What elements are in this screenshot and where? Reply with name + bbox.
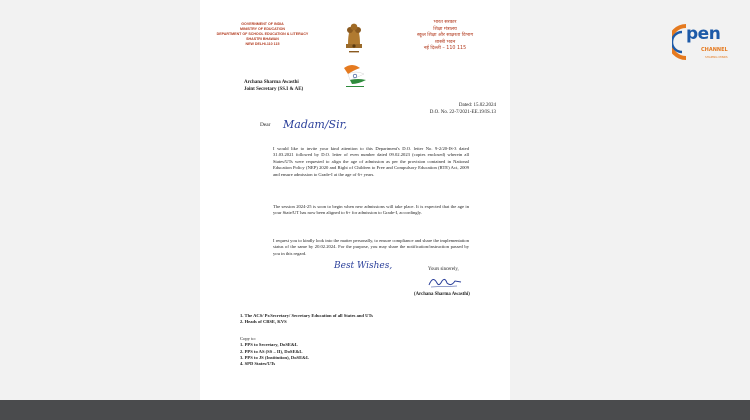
- signatory-name: (Archana Sharma Awasthi): [414, 292, 470, 297]
- paragraph-text: The session 2024-25 is soon to begin when new admissions will take place. It is expected that the age in your State/UT has now been aligned to 6+ for admission to Grade-I, accordingly.: [273, 204, 469, 216]
- yours-sincerely: Yours sincerely,: [428, 267, 459, 272]
- signature-image: [425, 273, 465, 291]
- header-line: GOVERNMENT OF INDIA: [241, 22, 284, 26]
- brand-subword: CHANNEL: [701, 47, 728, 53]
- copy-to-item: 3. PPS to JS (Institution), DoSE&L: [240, 354, 310, 360]
- paragraph-text: I would like to invite your kind attention to this Department's D.O. letter No. 9-2/20-IS-3 dated 31.03.2021 followed by D.O. letter of even number dated 09.02.2023 (copies enclosed) wherein all States/UTs were requested to align the age of admission as per the provision contained in National Education Policy (NEP) 2020 and Right of Children to Free and Compulsory Education (RTE) Act, 2009 and ensure admission to Grade-I at the age of 6+ years.: [273, 146, 469, 177]
- copy-to-item: 4. SPD States/UTs: [240, 361, 276, 367]
- national-emblem-icon: [340, 18, 368, 58]
- bottom-strip: [0, 400, 750, 420]
- recipient-item: 1. The ACS/ Pr.Secretary/ Secretary Education of all States and UTs: [240, 313, 373, 318]
- salutation-handwritten-text: Madam/Sir,: [283, 118, 348, 131]
- handwritten-salutation: [281, 113, 351, 135]
- header-line: MINISTRY OF EDUCATION: [239, 27, 286, 31]
- handwritten-closing: [332, 254, 392, 274]
- header-line: भारत सरकार: [433, 20, 457, 25]
- ministry-header-hindi: [390, 20, 500, 53]
- sender-block: [244, 79, 303, 93]
- recipient-item: 2. Heads of CBSE, KVS: [240, 319, 287, 325]
- sender-designation: Joint Secretary (SS.I & AE): [244, 87, 304, 92]
- brand-tagline: SHAPING MINDS: [705, 55, 728, 59]
- header-line: नई दिल्ली – 110 115: [423, 46, 467, 52]
- copy-to-label: Copy to:: [240, 336, 256, 341]
- recipients-list: [240, 313, 373, 325]
- header-line: DEPARTMENT OF SCHOOL EDUCATION & LITERACY: [216, 32, 309, 36]
- letter-date: Dated: 15.02.2024: [458, 103, 496, 108]
- header-line: NEW DELHI-110 115: [245, 42, 280, 46]
- header-line: SHASTRI BHAWAN: [246, 37, 279, 41]
- letter-document: [200, 0, 510, 400]
- salutation-prefix: Dear: [260, 122, 271, 128]
- header-line: शास्त्री भवन: [434, 39, 456, 45]
- azadi-ka-amrit-mahotsav-icon: [338, 60, 372, 90]
- copy-to-list: [240, 336, 309, 367]
- header-line: स्कूल शिक्षा और साक्षरता विभाग: [416, 33, 474, 39]
- ministry-header-english: [200, 22, 325, 47]
- do-number: D.O. No. 22-7/2021-EE.19/IS.13: [429, 109, 496, 115]
- paragraph-text: I request you to kindly look into the matter personally, to ensure compliance and share the implementation status of the same by 20.02.2024. For the purpose, you may share the notification/instruction passed by you in this regard.: [273, 238, 469, 256]
- copy-to-item: 2. PPS to AS (SS – II), DoSE&L: [240, 348, 303, 354]
- sender-name: Archana Sharma Awasthi: [244, 80, 299, 85]
- paragraph: [243, 146, 469, 178]
- date-block: [430, 103, 496, 116]
- copy-to-item: 1. PPS to Secretary, DoSE&L: [240, 342, 298, 348]
- header-line: शिक्षा मंत्रालय: [433, 26, 457, 32]
- brand-wordmark: pen: [686, 24, 721, 44]
- closing-handwritten-text: Best Wishes,: [334, 261, 392, 271]
- left-margin-band: [0, 0, 200, 420]
- paragraph: [243, 204, 469, 217]
